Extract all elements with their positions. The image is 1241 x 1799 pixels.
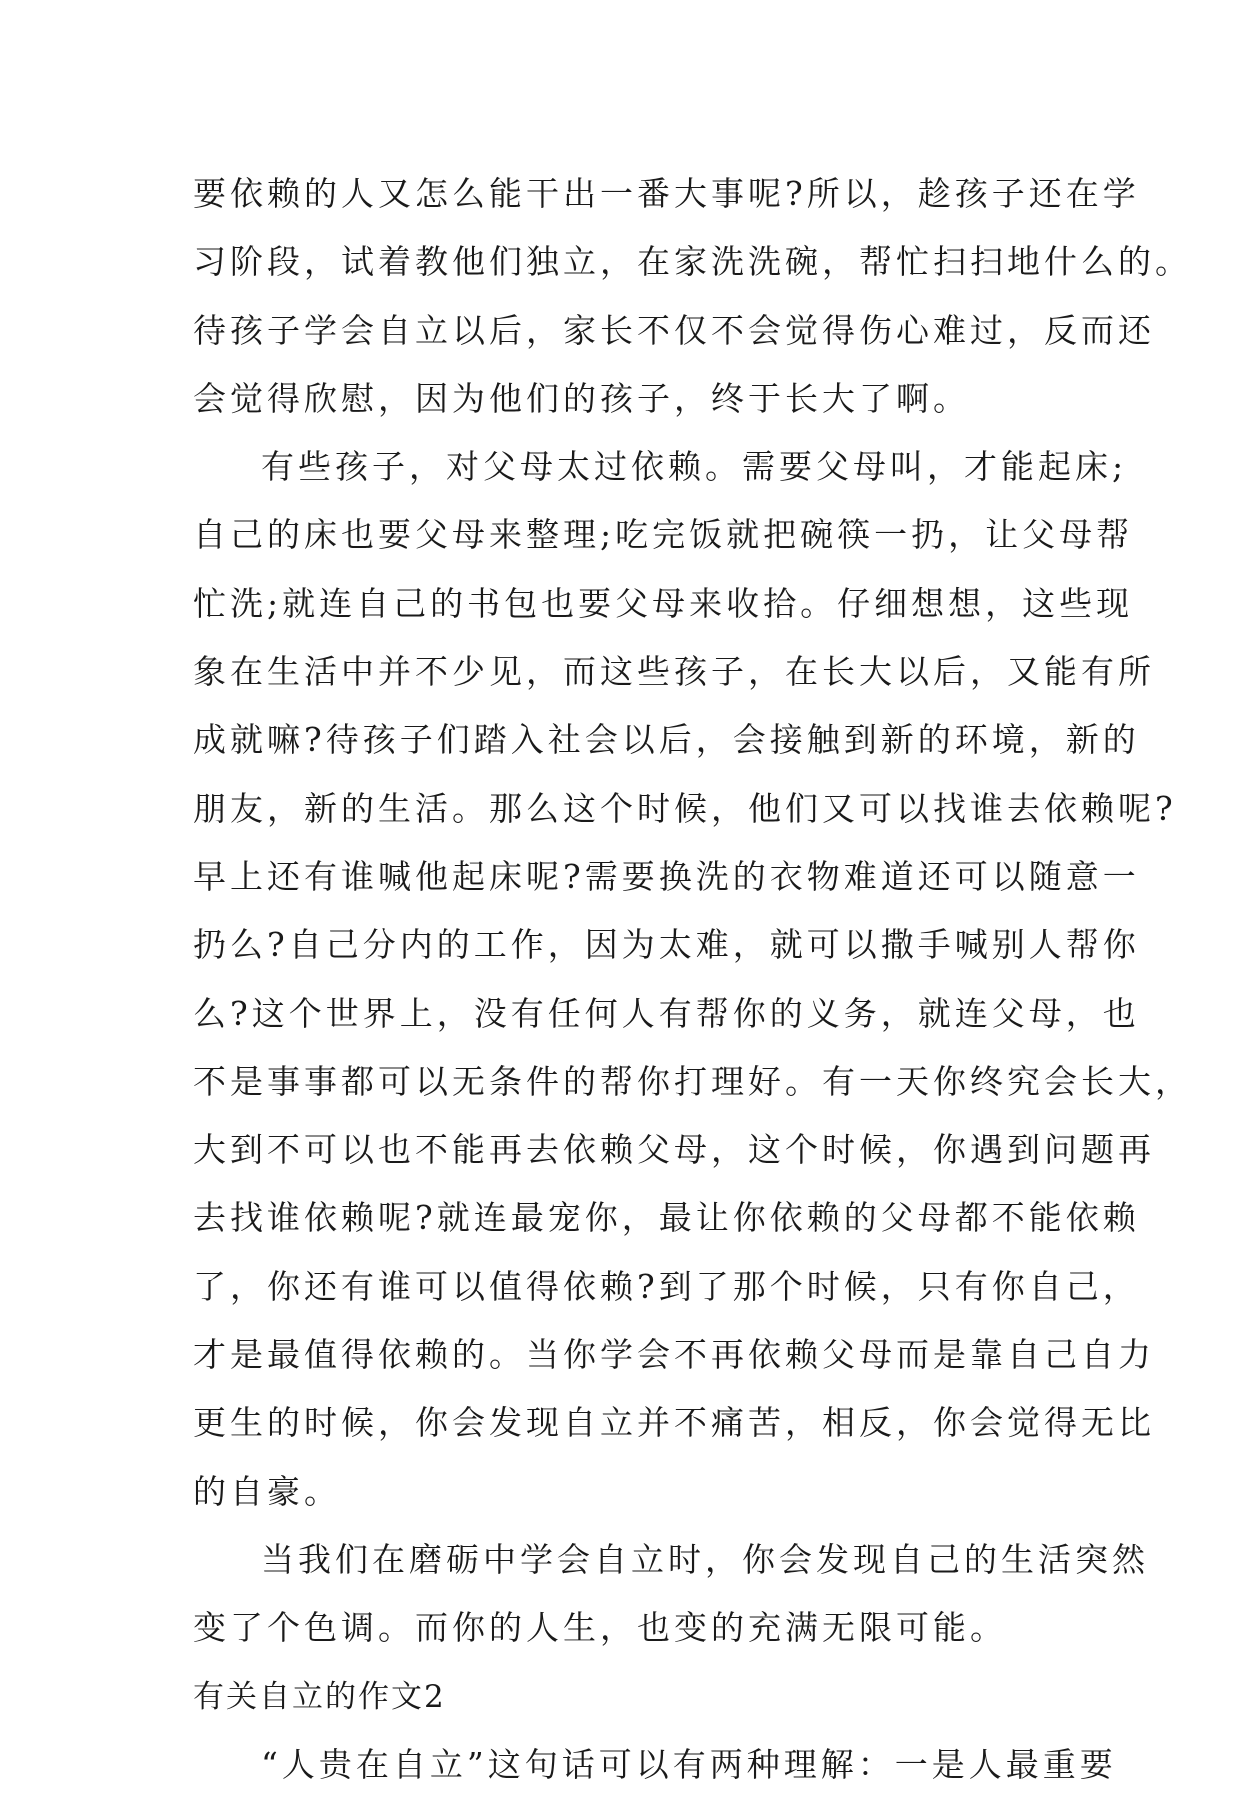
text-line: 自己的床也要父母来整理;吃完饭就把碗筷一扔，让父母帮 [193, 515, 1134, 555]
text-line: 朋友，新的生活。那么这个时候，他们又可以找谁去依赖呢? [193, 788, 1177, 828]
essay-text [193, 160, 1192, 1799]
paragraph-first-line: 有些孩子，对父母太过依赖。需要父母叫，才能起床; [261, 447, 1128, 487]
text-line: 大到不可以也不能再去依赖父母，这个时候，你遇到问题再 [193, 1130, 1155, 1170]
text-line: 不是事事都可以无条件的帮你打理好。有一天你终究会长大， [193, 1061, 1192, 1101]
section-heading: 有关自立的作文2 [193, 1678, 446, 1715]
text-line: 了，你还有谁可以值得依赖?到了那个时候，只有你自己， [193, 1266, 1140, 1306]
text-line: 会觉得欣慰，因为他们的孩子，终于长大了啊。 [193, 378, 970, 418]
text-line: 的自豪。 [193, 1471, 341, 1511]
text-line: 才是最值得依赖的。当你学会不再依赖父母而是靠自己自力 [193, 1335, 1155, 1375]
paragraph-first-line: 当我们在磨砺中学会自立时，你会发现自己的生活突然 [261, 1539, 1149, 1579]
text-line: 么?这个世界上，没有任何人有帮你的义务，就连父母，也 [193, 993, 1140, 1033]
text-line: 忙洗;就连自己的书包也要父母来收拾。仔细想想，这些现 [193, 583, 1134, 623]
text-line: 更生的时候，你会发现自立并不痛苦，相反，你会觉得无比 [193, 1403, 1155, 1443]
text-line: 要依赖的人又怎么能干出一番大事呢?所以，趁孩子还在学 [193, 174, 1140, 213]
text-line: 习阶段，试着教他们独立，在家洗洗碗，帮忙扫扫地什么的。 [193, 242, 1192, 282]
text-line: 扔么?自己分内的工作，因为太难，就可以撒手喊别人帮你 [193, 925, 1140, 965]
text-line: 象在生活中并不少见，而这些孩子，在长大以后，又能有所 [193, 652, 1155, 692]
text-line: 变了个色调。而你的人生，也变的充满无限可能。 [193, 1608, 1007, 1648]
text-line: 去找谁依赖呢?就连最宠你，最让你依赖的父母都不能依赖 [193, 1198, 1140, 1238]
text-line: 成就嘛?待孩子们踏入社会以后，会接触到新的环境，新的 [193, 720, 1140, 760]
text-line: 早上还有谁喊他起床呢?需要换洗的衣物难道还可以随意一 [193, 856, 1140, 896]
text-line: 待孩子学会自立以后，家长不仅不会觉得伤心难过，反而还 [193, 310, 1155, 350]
paragraph-first-line: “人贵在自立”这句话可以有两种理解：一是人最重要 [261, 1744, 1117, 1784]
